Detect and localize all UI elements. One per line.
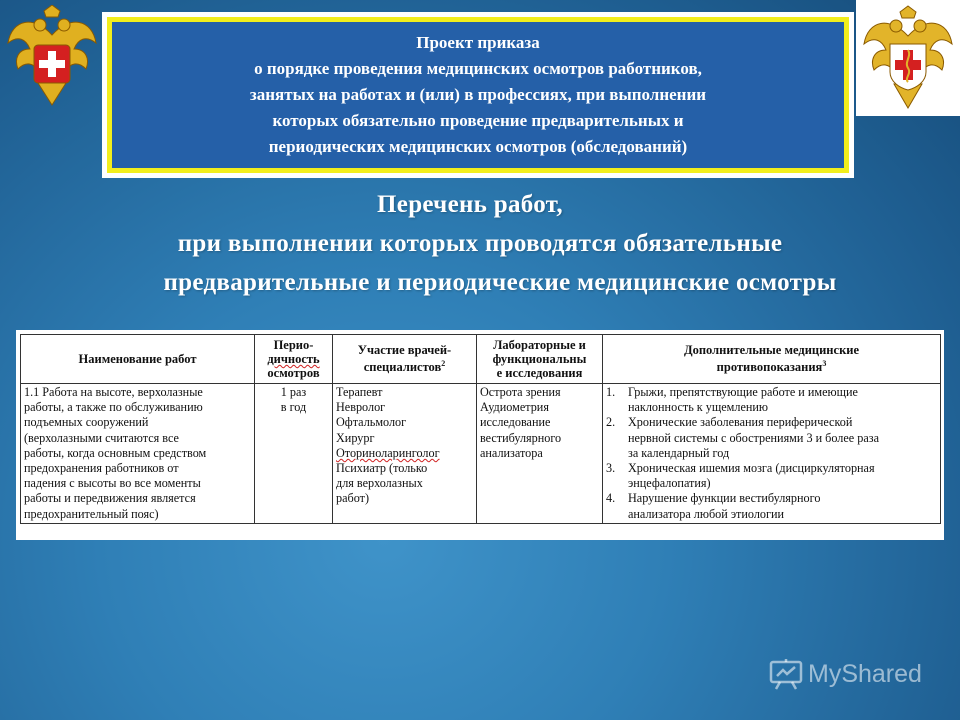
list-item-number: 4. xyxy=(606,491,616,506)
left-emblem-icon xyxy=(0,0,104,116)
cell-lab-tests xyxy=(477,384,603,524)
order-title-box xyxy=(102,12,854,178)
cell-line: подъемных сооружений xyxy=(24,415,149,430)
cell-work-name xyxy=(21,384,255,524)
cell-contraindications xyxy=(603,384,941,524)
cell-line: анализатора xyxy=(480,445,543,460)
cell-line: для верхолазных xyxy=(336,476,423,491)
cell-line: предохранения работников от xyxy=(24,461,179,476)
header-contraindications xyxy=(603,335,941,384)
list-item-line: за календарный год xyxy=(628,445,730,460)
header-label: Участие врачей- xyxy=(357,343,452,358)
list-item-number: 1. xyxy=(606,385,616,399)
slide-heading-line: Перечень работ, xyxy=(377,191,563,218)
header-label: дичность xyxy=(267,352,320,366)
order-title-line: которых обязательно проведение предварительных и xyxy=(272,111,684,130)
header-label: Перио- xyxy=(273,338,314,352)
cell-doctors xyxy=(333,384,477,524)
order-title-line: периодических медицинских осмотров (обследований) xyxy=(268,137,688,156)
works-table xyxy=(20,334,941,524)
header-label: функциональны xyxy=(492,352,587,366)
table-header-row xyxy=(21,335,941,384)
right-emblem-icon xyxy=(856,0,960,116)
cell-line: работы, когда основным средством xyxy=(24,445,207,460)
list-item-number: 3. xyxy=(606,461,616,476)
cell-line: Хирург xyxy=(336,430,375,445)
cell-periodicity xyxy=(255,384,333,524)
myshared-watermark xyxy=(768,656,922,692)
list-item-line: наклонность к ущемлению xyxy=(628,400,769,415)
works-table-container xyxy=(16,330,944,540)
list-item-line: Грыжи, препятствующие работе и имеющие xyxy=(628,385,858,399)
list-item-line: Хроническая ишемия мозга (дисциркуляторная xyxy=(628,461,875,476)
list-item-line: Нарушение функции вестибулярного xyxy=(628,491,821,506)
cell-line: Психиатр (только xyxy=(336,461,428,476)
slide-heading-line: при выполнении которых проводятся обязательные xyxy=(177,230,783,257)
list-item-line: энцефалопатия) xyxy=(628,476,711,491)
footnote-mark: 3 xyxy=(822,359,827,369)
cell-line: работы, а также по обслуживанию xyxy=(24,400,203,415)
cell-line: Аудиометрия xyxy=(480,400,549,415)
header-label: Лабораторные и xyxy=(493,338,586,352)
header-lab-tests xyxy=(477,335,603,384)
contraindications-list xyxy=(606,385,937,522)
cell-line: Острота зрения xyxy=(480,385,561,399)
cell-line: работ) xyxy=(336,491,370,506)
cell-line: Оториноларинголог xyxy=(336,445,440,460)
order-title-line: занятых на работах и (или) в профессиях, при выполнении xyxy=(249,85,707,104)
cell-line: в год xyxy=(280,400,307,415)
cell-line: 1 раз xyxy=(280,385,307,399)
cell-line: 1.1 Работа на высоте, верхолазные xyxy=(24,385,203,399)
cell-line: (верхолазными считаются все xyxy=(24,430,179,445)
list-item-line: Хронические заболевания периферической xyxy=(628,415,853,430)
presentation-board-icon xyxy=(768,657,804,691)
header-label: е исследования xyxy=(496,366,583,380)
list-item-line: анализатора любой этиологии xyxy=(628,506,785,521)
watermark-text: MyShared xyxy=(808,659,922,688)
header-doctors xyxy=(333,335,477,384)
list-item xyxy=(606,385,937,415)
header-periodicity xyxy=(255,335,333,384)
table-row xyxy=(21,384,941,524)
order-title-inner xyxy=(107,17,849,173)
cell-line: работы и передвижения является xyxy=(24,491,196,506)
footnote-mark: 2 xyxy=(441,359,446,369)
header-label: Дополнительные медицинские xyxy=(683,343,860,358)
cell-line: падения с высоты во все моменты xyxy=(24,476,201,491)
cell-line: предохранительный пояс) xyxy=(24,506,159,521)
header-label: специалистов xyxy=(363,360,442,375)
list-item xyxy=(606,461,937,491)
cell-line: вестибулярного xyxy=(480,430,562,445)
list-item-number: 2. xyxy=(606,415,616,430)
slide-heading-line: предварительные и периодические медицинские осмотры xyxy=(163,269,837,296)
header-label: осмотров xyxy=(267,366,320,380)
list-item xyxy=(606,491,937,521)
header-label: Наименование работ xyxy=(78,352,197,366)
list-item xyxy=(606,415,937,461)
cell-line: исследование xyxy=(480,415,551,430)
cell-line: Терапевт xyxy=(336,385,383,399)
order-title-line: о порядке проведения медицинских осмотров работников, xyxy=(254,59,702,78)
cell-line: Невролог xyxy=(336,400,386,415)
cell-line: Офтальмолог xyxy=(336,415,407,430)
order-title-line: Проект приказа xyxy=(416,33,540,52)
header-work-name xyxy=(21,335,255,384)
header-label: противопоказания xyxy=(716,360,823,375)
list-item-line: нервной системы с обострениями 3 и более раза xyxy=(628,430,879,445)
